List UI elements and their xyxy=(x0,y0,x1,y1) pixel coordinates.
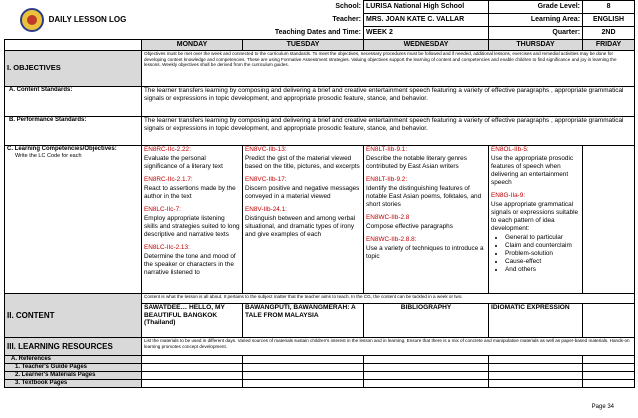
lc-text: Use the appropriate prosodic features of speech when delivering an entertainment speech xyxy=(491,155,574,186)
competencies-monday xyxy=(142,146,243,294)
lc-code: EN8G-IIa-9: xyxy=(491,192,526,199)
area-label: Learning Area: xyxy=(489,14,583,27)
competencies-tuesday xyxy=(243,146,364,294)
list-item: • General to particular xyxy=(505,234,580,242)
competencies-label: C. Learning Competencies/Objectives: xyxy=(7,146,117,152)
lc-code: EN8LC-IIc-7: xyxy=(144,206,181,213)
lc-text: Use a variety of techniques to introduce a topic xyxy=(366,245,484,260)
teacher-value: MRS. JOAN KATE C. VALLAR xyxy=(364,14,489,27)
deped-seal-icon xyxy=(20,8,44,32)
competencies-friday xyxy=(583,146,635,294)
quarter-value: 2ND xyxy=(583,27,635,40)
lc-text: Identify the distinguishing features of notable East Asian poems, folktales, and short stories xyxy=(366,185,482,208)
performance-standards-label: B. Performance Standards: xyxy=(5,117,142,146)
resources-label: III. LEARNING RESOURCES xyxy=(5,338,142,356)
quarter-label: Quarter: xyxy=(489,27,583,40)
lc-code: EN8V-IIb-24.1: xyxy=(245,206,287,213)
content-tuesday: BAWANGPUTI, BAWANGMERAH: A TALE FROM MALAYSIA xyxy=(243,304,364,338)
dates-label: Teaching Dates and Time: xyxy=(274,28,362,36)
competencies-wednesday xyxy=(364,146,489,294)
lc-text: Use appropriate grammatical signals or expressions suitable to each pattern of idea development: xyxy=(491,201,579,232)
day-friday: FRIDAY xyxy=(583,40,635,51)
day-wednesday: WEDNESDAY xyxy=(364,40,489,51)
performance-standards-text: The learner transfers learning by composing and delivering a brief and creative entertainment speech featuring a variety of effective paragraphs , appropriate grammatical signals or expressions in topic development, and appropriate prosodic feature, stance, and behavior. xyxy=(142,117,635,146)
school-label: School: xyxy=(335,2,362,10)
logo-title-cell xyxy=(5,1,142,40)
lc-code: EN8VC-IIb-17: xyxy=(245,176,287,183)
day-tuesday: TUESDAY xyxy=(243,40,364,51)
dll-table xyxy=(4,0,635,388)
lc-code: EN8LT-IIb-9.2: xyxy=(366,176,408,183)
page-title: DAILY LESSON LOG xyxy=(48,15,127,25)
day-monday: MONDAY xyxy=(142,40,243,51)
lc-text: Distinguish between and among verbal situational, and dramatic types of irony and give examples of each xyxy=(245,215,356,238)
competencies-label-cell xyxy=(5,146,142,294)
content-friday xyxy=(583,304,635,338)
lc-text: Predict the gist of the material viewed based on the title, pictures, and excerpts xyxy=(245,155,360,170)
dates-value: WEEK 2 xyxy=(364,27,489,40)
lc-code: EN8LC-IIc-2.13: xyxy=(144,244,190,251)
grade-value: 8 xyxy=(583,1,635,14)
lc-text: React to assertions made by the author in the text xyxy=(144,185,236,200)
content-wednesday: BIBLIOGRAPHY xyxy=(364,304,489,338)
objectives-label: I. OBJECTIVES xyxy=(5,51,142,87)
lc-code: EN8VC-IIb-13: xyxy=(245,146,287,153)
list-item: • Claim and counterclaim xyxy=(505,242,580,250)
references-label: A. References xyxy=(5,356,142,364)
lc-text: Discern positive and negative messages conveyed in a material viewed xyxy=(245,185,360,200)
lc-text: Describe the notable literary genres contributed by East Asian writers xyxy=(366,155,467,170)
learners-materials-label: 2. Learner's Materials Pages xyxy=(5,372,142,380)
list-item: • Problem-solution xyxy=(505,250,580,258)
teacher-label: Teacher: xyxy=(332,15,362,23)
lc-text: Evaluate the personal significance of a literary text xyxy=(144,155,223,170)
lc-code: EN8RC-IIc-2.22: xyxy=(144,146,191,153)
page-number: Page 34 xyxy=(591,404,614,410)
content-thursday: IDIOMATIC EXPRESSION xyxy=(489,304,583,338)
content-standards-text: The learner transfers learning by composing and delivering a brief and creative entertainment speech featuring a variety of effective paragraphs , appropriate grammatical signals or expressions in topic development, and appropriate prosodic feature, stance, and behavior. xyxy=(142,87,635,117)
idea-patterns-list xyxy=(491,234,580,274)
lc-code: EN8WC-IIb-2.8.8: xyxy=(366,236,417,243)
list-item: • And others xyxy=(505,266,580,274)
objectives-text: Objectives must be met over the week and connected to the curriculum standards. To meet the objectives, necessary procedures must be followed and if needed, additional lessons, exercises and remedial activities may be done for developing content knowledge and competencies. These are using Formative Assessment strategies. Valuing objectives support the learning of content and competencies and enable children to find significance and joy in learning the lessons. Weekly objectives shall be derived from the curriculum guides. xyxy=(142,51,635,87)
lc-code: EN8OL-IIb-5: xyxy=(491,146,529,153)
day-thursday: THURSDAY xyxy=(489,40,583,51)
area-value: ENGLISH xyxy=(583,14,635,27)
lc-text: Compose effective paragraphs xyxy=(366,223,453,230)
lc-code: EN8RC-IIc-2.1.7: xyxy=(144,176,193,183)
resources-text: List the materials to be used in different days. Varied sources of materials sustain children's interest in the lesson and in learning. Ensure that there is a mix of concrete and manipulative materials as well as paper-based materials. Hands-on learning promotes concept development. xyxy=(142,338,635,356)
competencies-sublabel: Write the LC Code for each xyxy=(15,152,82,159)
day-headers xyxy=(5,40,635,51)
teachers-guide-label: 1. Teacher's Guide Pages xyxy=(5,364,142,372)
grade-label: Grade Level: xyxy=(489,1,583,14)
school-value: LURISA National High School xyxy=(364,1,489,14)
content-monday: SAWATDEE… HELLO, MY BEAUTIFUL BANGKOK (Thailand) xyxy=(142,304,243,338)
content-label: II. CONTENT xyxy=(5,294,142,338)
textbook-pages-label: 3. Textbook Pages xyxy=(5,380,142,388)
lc-text: Employ appropriate listening skills and strategies suited to long descriptive and narrative texts xyxy=(144,215,240,238)
competencies-thursday xyxy=(489,146,583,294)
list-item: • Cause-effect xyxy=(505,258,580,266)
lc-text: Determine the tone and mood of the speaker or characters in the narrative listened to xyxy=(144,253,236,276)
lc-code: EN8LT-IIb-9.1: xyxy=(366,146,408,153)
content-note: Content is what the lesson is all about. It pertains to the subject matter that the teacher aims to teach. In the CG, the content can be tackled in a week or two. xyxy=(142,294,635,304)
content-standards-label: A. Content Standards: xyxy=(5,87,142,117)
lc-code: EN8WC-IIb-2.8 xyxy=(366,214,410,221)
